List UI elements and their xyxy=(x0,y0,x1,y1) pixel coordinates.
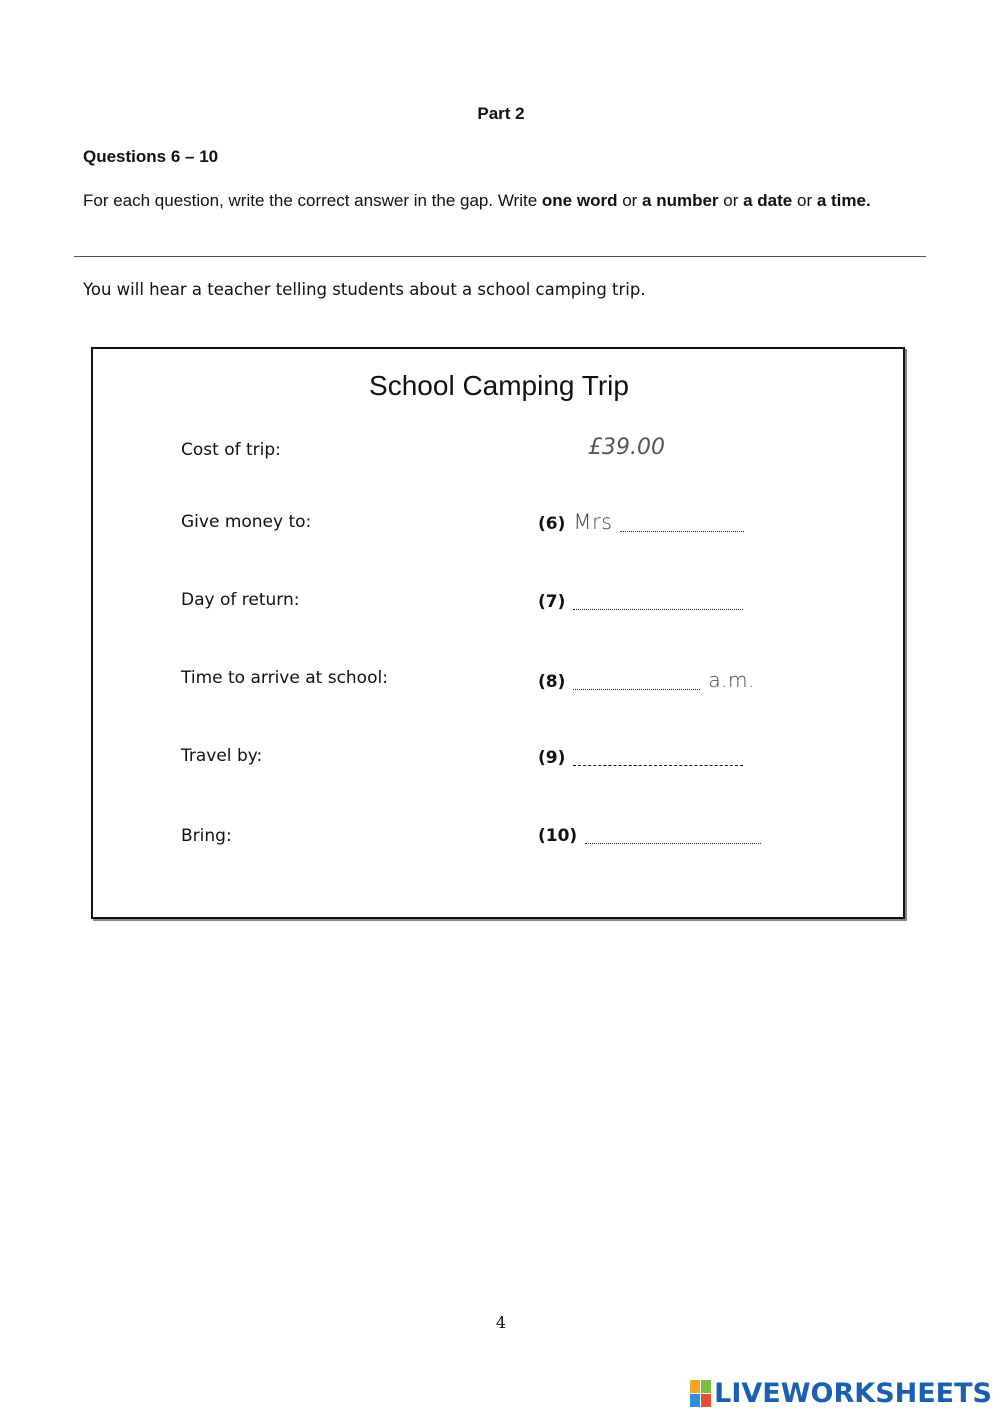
instructions-text-4: or xyxy=(792,191,817,210)
answer-9-blank[interactable] xyxy=(573,765,743,766)
answer-7 xyxy=(538,592,743,612)
value-cost-of-trip: £39.00 xyxy=(588,435,665,460)
instructions-text-2: or xyxy=(617,191,643,210)
answer-6 xyxy=(538,510,744,534)
instructions-bold-1: one word xyxy=(541,191,618,210)
answer-10 xyxy=(538,826,761,846)
instructions-bold-3: a date xyxy=(743,191,793,210)
label-cost-of-trip: Cost of trip: xyxy=(181,440,281,460)
instructions-text-5: . xyxy=(865,191,871,210)
answer-7-blank[interactable] xyxy=(573,609,743,610)
instructions xyxy=(83,190,913,211)
divider-rule xyxy=(74,256,926,257)
part-title: Part 2 xyxy=(477,104,525,123)
answer-9 xyxy=(538,748,743,768)
question-number-9: (9) xyxy=(538,748,566,768)
label-give-money-to: Give money to: xyxy=(181,512,312,532)
instructions-bold-4: a time xyxy=(816,191,866,210)
question-number-7: (7) xyxy=(538,592,566,612)
answer-10-blank[interactable] xyxy=(585,843,761,844)
answer-6-blank[interactable] xyxy=(620,531,744,532)
answer-8-blank[interactable] xyxy=(573,689,700,690)
label-bring: Bring: xyxy=(181,826,232,846)
question-number-6: (6) xyxy=(538,514,566,534)
liveworksheets-logo-icon xyxy=(690,1380,712,1408)
form-title: School Camping Trip xyxy=(369,370,629,401)
prefix-mrs: Mrs xyxy=(573,510,613,534)
questions-heading: Questions 6 – 10 xyxy=(83,147,219,166)
label-travel-by: Travel by: xyxy=(181,746,263,766)
intro-text: You will hear a teacher telling students about a school camping trip. xyxy=(83,280,646,299)
liveworksheets-wordmark: LIVEWORKSHEETS xyxy=(714,1378,992,1409)
question-number-8: (8) xyxy=(538,672,566,692)
instructions-text-1: For each question, write the correct answer in the gap. Write xyxy=(83,191,542,210)
instructions-text-3: or xyxy=(718,191,744,210)
question-number-10: (10) xyxy=(538,826,578,846)
label-time-to-arrive: Time to arrive at school: xyxy=(181,668,388,688)
label-day-of-return: Day of return: xyxy=(181,590,300,610)
answer-8 xyxy=(538,668,755,692)
page-number: 4 xyxy=(495,1313,507,1332)
suffix-am: a.m. xyxy=(708,668,755,692)
instructions-bold-2: a number xyxy=(642,191,719,210)
liveworksheets-brand[interactable] xyxy=(690,1378,992,1409)
